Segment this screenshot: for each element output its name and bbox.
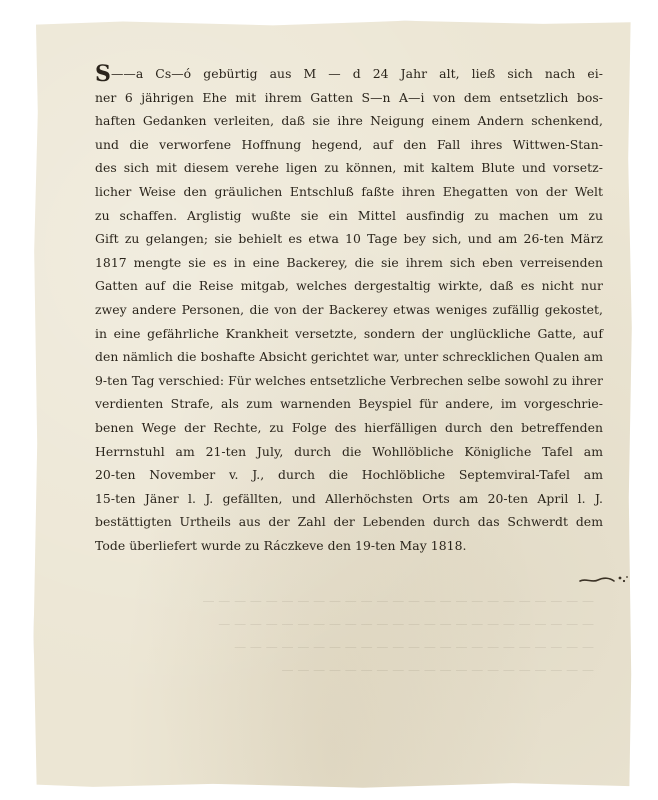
- text-line-14: 9-ten Tag verschied: Für welches entsetzliche Verbrechen selbe sowohl zu ihrer: [95, 372, 603, 388]
- text-line-11: zwey andere Personen, die von der Backerey etwas weniges zufällig gekostet,: [95, 301, 603, 317]
- text-line-20: bestättigten Urtheils aus der Zahl der Lebenden durch das Schwerdt dem: [95, 514, 603, 530]
- text-line-12: in eine gefährliche Krankheit versetzte, sondern der unglückliche Gatte, auf: [95, 325, 603, 341]
- text-line-17: Herrnstuhl am 21-ten July, durch die Wohllöbliche Königliche Tafel am: [95, 443, 603, 459]
- text-line-1: S——a Cs—ó gebürtig aus M — d 24 Jahr alt, ließ sich nach ei-: [95, 61, 603, 87]
- text-line-19: 15-ten Jäner l. J. gefällten, und Allerhöchsten Orts am 20-ten April l. J.: [95, 490, 603, 506]
- text-line-21: Tode überliefert wurde zu Ráczkeve den 19-ten May 1818.: [95, 537, 467, 553]
- ink-flourish-mark: [578, 571, 630, 587]
- text-line-18: 20-ten November v. J., durch die Hochlöbliche Septemviral-Tafel am: [95, 467, 603, 483]
- text-line-7: zu schaffen. Arglistig wußte sie ein Mittel ausfindig zu machen um zu: [95, 207, 603, 223]
- drop-cap: S: [95, 61, 111, 87]
- text-line-4: und die verworfene Hoffnung hegend, auf den Fall ihres Wittwen-Stan-: [95, 136, 603, 152]
- text-line-16: benen Wege der Rechte, zu Folge des hierfälligen durch den betreffenden: [95, 419, 603, 435]
- text-line-2: ner 6 jährigen Ehe mit ihrem Gatten S—n A—i von dem entsetzlich bos-: [95, 89, 603, 105]
- text-line-8: Gift zu gelangen; sie behielt es etwa 10 Tage bey sich, und am 26-ten März: [95, 231, 603, 247]
- document-body: [95, 62, 603, 557]
- text-line-3: haften Gedanken verleiten, daß sie ihre Neigung einem Andern schenkend,: [95, 113, 603, 129]
- text-line-5: des sich mit diesem verehe ligen zu können, mit kaltem Blute und vorsetz-: [95, 160, 603, 176]
- text-line-6: licher Weise den gräulichen Entschluß faßte ihren Ehegatten von der Welt: [95, 183, 603, 199]
- text-line-9: 1817 mengte sie es in eine Backerey, die sie ihrem sich eben verreisenden: [95, 254, 603, 270]
- text-line-15: verdienten Strafe, als zum warnenden Beyspiel für andere, im vorgeschrie-: [95, 396, 603, 412]
- text-line-10: Gatten auf die Reise mitgab, welches dergestaltig wirkte, daß es nicht nur: [95, 278, 603, 294]
- text-line-13: den nämlich die boshafte Absicht gerichtet war, unter schrecklichen Qualen am: [95, 349, 603, 365]
